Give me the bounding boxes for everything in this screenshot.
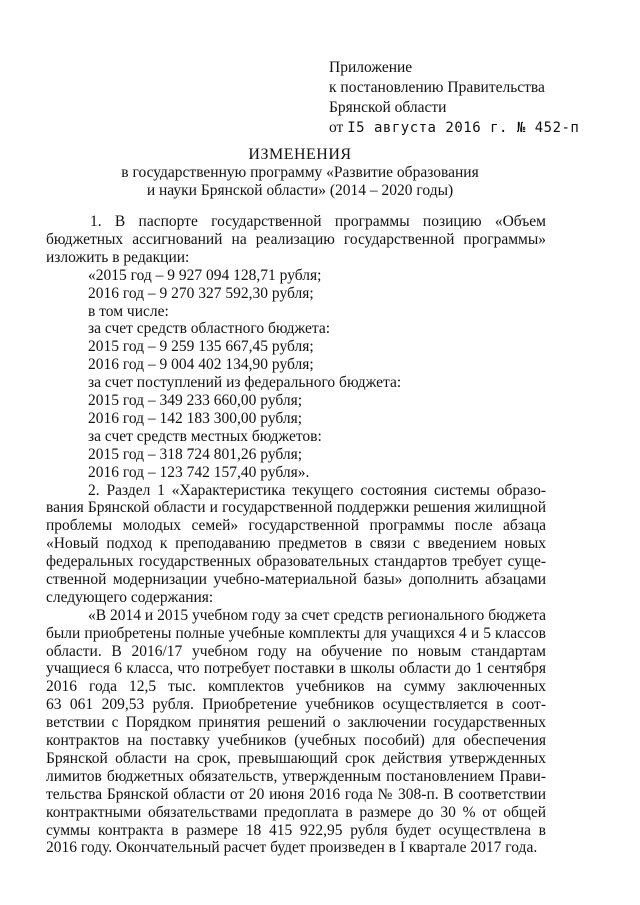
- budget-item: «2015 год – 9 927 094 128,71 рубля;: [88, 266, 322, 284]
- quote-line: контрактными обязательствами предоплата в размере до 30 % от общей: [46, 803, 546, 821]
- appendix-resolution-ref: к постановлению Правительства: [329, 79, 545, 96]
- quote-line: контрактов на поставку учебников (учебных пособий) для обеспечения: [46, 732, 546, 750]
- section1-line-2: бюджетных ассигнований на реализацию государственной программы»: [46, 230, 546, 248]
- section2-line: «Новый подход к преподаванию предметов в связи с введением новых: [46, 535, 546, 553]
- appendix-date-prefix: от: [329, 119, 348, 136]
- quote-line: «В 2014 и 2015 учебном году за счет средств регионального бюджета: [88, 606, 546, 624]
- budget-item: 2016 год – 142 183 300,00 рубля;: [88, 409, 303, 427]
- appendix-date-line: [329, 118, 579, 138]
- section2-line: федеральных государственных образовательных стандартов требует суще-: [46, 553, 546, 571]
- budget-item: 2015 год – 318 724 801,26 рубля;: [88, 445, 303, 463]
- budget-item: 2015 год – 9 259 135 667,45 рубля;: [88, 338, 314, 356]
- quote-line: тельства Брянской области от 20 июня 2016 года № 308-п. В соответствии: [46, 785, 546, 803]
- quote-line: области. В 2016/17 учебном году на обучение по новым стандартам: [46, 642, 546, 660]
- appendix-region: Брянской области: [329, 99, 447, 116]
- budget-item: 2015 год – 349 233 660,00 рубля;: [88, 392, 303, 410]
- quote-line: суммы контракта в размере 18 415 922,95 рубля будет осуществлена в: [46, 821, 546, 839]
- budget-item: 2016 год – 9 270 327 592,30 рубля;: [88, 284, 314, 302]
- quote-line: 63 061 209,53 рубля. Приобретение учебников осуществляется в соот-: [46, 696, 546, 714]
- heading-line-2: и науки Брянской области» (2014 – 2020 годы): [146, 182, 454, 199]
- budget-item: 2016 год – 9 004 402 134,90 рубля;: [88, 356, 314, 374]
- heading-line-1: в государственную программу «Развитие образования: [121, 164, 479, 181]
- document-title: ИЗМЕНЕНИЯ: [248, 146, 352, 163]
- section2-line: 2. Раздел 1 «Характеристика текущего состояния системы образо-: [88, 481, 546, 499]
- quote-line: были приобретены полные учебные комплекты для учащихся 4 и 5 классов: [46, 624, 546, 642]
- quote-line: 2016 году. Окончательный расчет будет произведен в I квартале 2017 года.: [46, 839, 538, 857]
- budget-item: за счет поступлений из федерального бюджета:: [88, 374, 402, 392]
- section1-line-1: 1. В паспорте государственной программы позицию «Объем: [90, 213, 546, 230]
- budget-item: 2016 год – 123 742 157,40 рубля».: [88, 463, 310, 481]
- budget-item: за счет средств областного бюджета:: [88, 320, 331, 338]
- budget-item: за счет средств местных бюджетов:: [88, 427, 322, 445]
- document-body: [46, 213, 546, 857]
- quote-line: учащиеся 6 класса, что потребует поставки в школы области до 1 сентября: [46, 660, 546, 678]
- document-heading: [90, 146, 510, 200]
- section2-line: ственной модернизации учебно-материальной базы» дополнить абзацами: [46, 571, 546, 589]
- section2-line: проблемы молодых семей» государственной программы после абзаца: [46, 517, 546, 535]
- budget-item: в том числе:: [88, 302, 169, 320]
- quote-line: 2016 года 12,5 тыс. комплектов учебников на сумму заключенных: [46, 678, 546, 696]
- quote-line: Брянской области на срок, превышающий срок действия утвержденных: [46, 749, 546, 767]
- section2-line: вания Брянской области и государственной поддержки решения жилищной: [46, 499, 546, 517]
- section2-line: следующего содержания:: [46, 588, 214, 606]
- quote-line: ветствии с Порядком принятия решений о заключении государственных: [46, 714, 546, 732]
- appendix-header: [329, 58, 579, 138]
- appendix-label: Приложение: [329, 59, 413, 76]
- appendix-date-number: I5 августа 2016 г. № 452-п: [347, 120, 580, 136]
- section1-line-3: изложить в редакции:: [46, 248, 190, 266]
- quote-line: лимитов бюджетных обязательств, утвержденным постановлением Прави-: [46, 767, 546, 785]
